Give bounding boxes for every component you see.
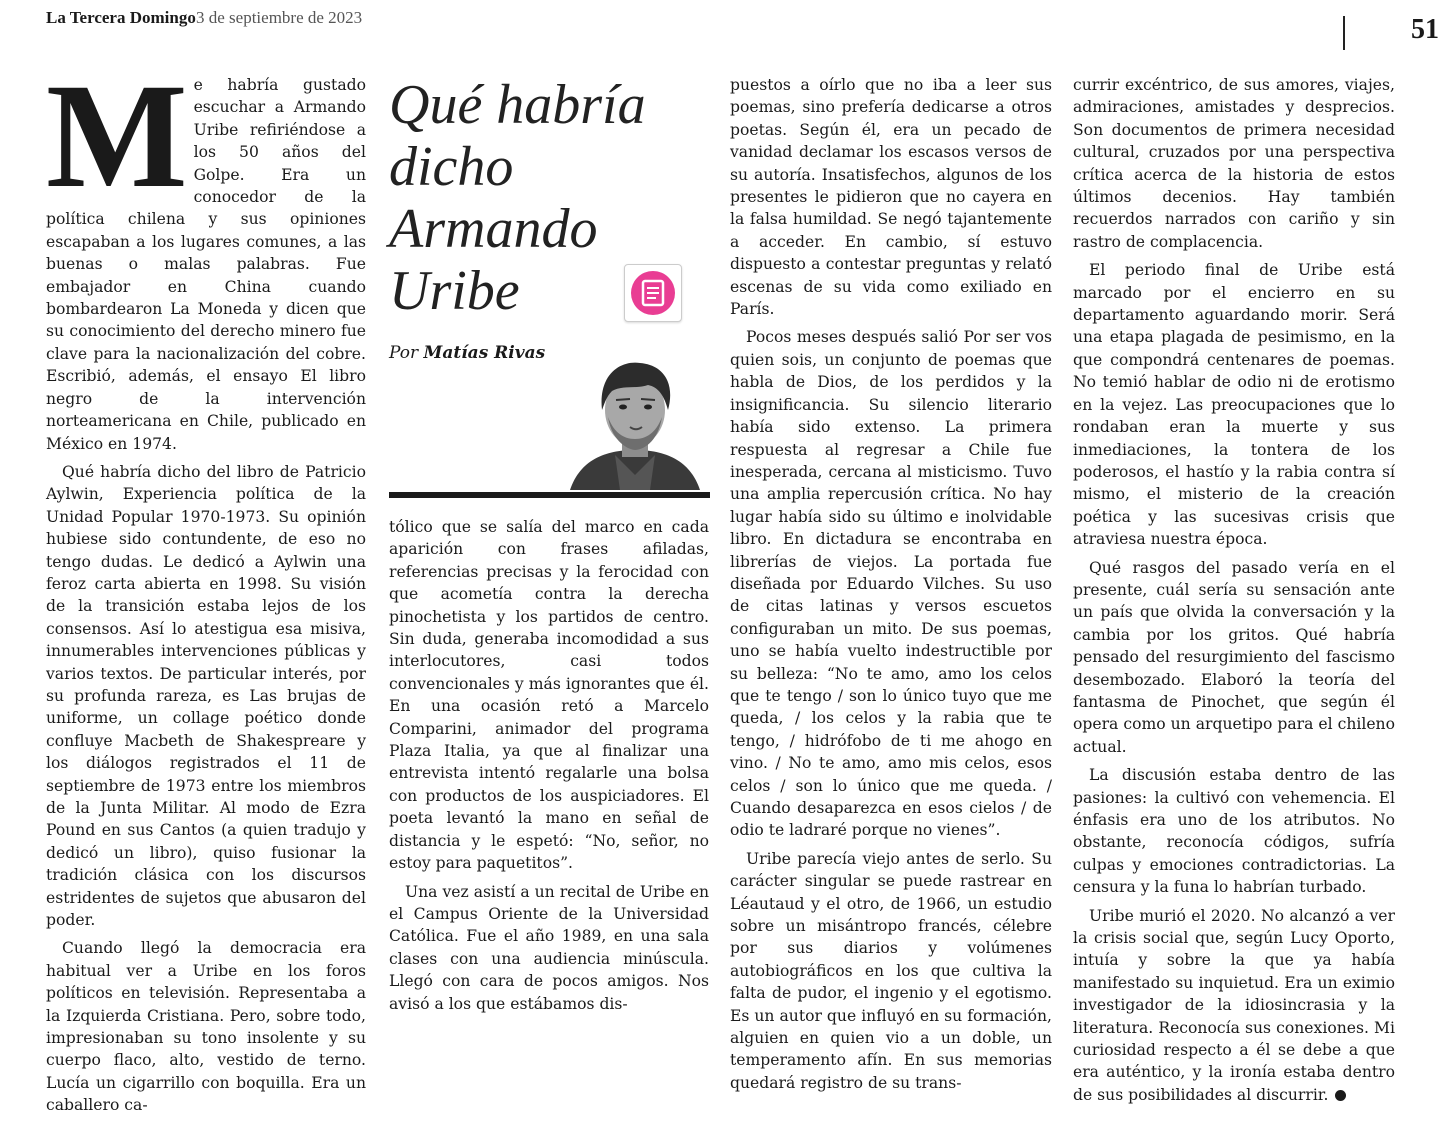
article-paragraph: Uribe parecía viejo antes de serlo. Su carácter singular se puede rastrear en Léautaud y el otro, de 1966, un estudio sobre un misántropo francés, célebre por sus diarios y volúmenes autobiográficos en los que cultiva la falta de pudor, el ingenio y el egotismo. Es un autor que influyó en su formación, alguien en quien vio a un doble, un temperamento afín. En sus memorias quedará registro de su trans-	[730, 849, 1052, 1092]
photo-base-rule	[389, 492, 710, 498]
article-column-4	[1073, 74, 1395, 1112]
issue-date: 3 de septiembre de 2023	[196, 8, 363, 27]
article-paragraph: tólico que se salía del marco en cada aparición con frases afiladas, referencias precisas y la ferocidad con que acometía contra la derecha pinochetista y los partidos de centro. Sin duda, generaba incomodidad a sus interlocutores, casi todos convencionales y más ignorantes que él. En una ocasión retó a Marcelo Comparini, animador del programa Plaza Italia, ya que al finalizar una entrevista intentó regalarle una bolsa con productos de los auspiciadores. El poeta levantó la mano en señal de distancia y le espetó: “No, señor, no estoy para paquetitos”.	[389, 518, 709, 873]
byline-author: Matías Rivas	[423, 343, 546, 363]
article-paragraph: puestos a oírlo que no iba a leer sus poemas, sino prefería dedicarse a otros poetas. Según él, era un pecado de vanidad declamar los escasos versos de su autoría. Insatisfechos, algunos de los presentes le pidieron que no cayera en la falsa humildad. Se negó tajantemente a acceder. En cambio, sí estuvo dispuesto a contestar preguntas y relató escenas de su vida como exiliado en París.	[730, 76, 1052, 319]
title-line: Armando	[389, 198, 598, 260]
page-number: 51	[1411, 14, 1439, 45]
title-line: Qué habría	[389, 74, 646, 136]
article-column-2	[389, 516, 709, 1021]
header-divider	[1343, 16, 1345, 50]
article-paragraph: Cuando llegó la democracia era habitual ver a Uribe en los foros políticos en televisión. Representaba a la Izquierda Cristiana. Pero, sobre todo, impresionaban su tono insolente y su cuerpo flaco, alto, vestido de terno. Lucía un cigarrillo con boquilla. Era un caballero ca-	[46, 939, 366, 1115]
article-paragraph: La discusión estaba dentro de las pasiones: la cultivó con vehemencia. El énfasis era uno de los atributos. No obstante, reconocía códigos, sufría culpas y emociones contradictorias. La censura y la funa lo habrían turbado.	[1073, 766, 1395, 897]
document-reader-icon[interactable]	[624, 264, 682, 322]
article-column-3	[730, 74, 1052, 1100]
newspaper-name: La Tercera Domingo	[46, 8, 196, 27]
article-paragraph: Me habría gustado escuchar a Armando Uribe refiriéndose a los 50 años del Golpe. Era un conocedor de la política chilena y sus opiniones escapaban a los lugares comunes, a las buenas o malas palabras. Fue embajador en China cuando bombardearon La Moneda y dicen que su conocimiento del derecho minero fue clave para la nacionalización del cobre. Escribió, además, el ensayo El libro negro de la intervención norteamericana en Chile, publicado en México en 1974.	[46, 53, 366, 453]
article-paragraph: Uribe murió el 2020. No alcanzó a ver la crisis social que, según Lucy Oporto, intuía y sobre la que ya había manifestado su inquietud. Era un eximio investigador de la idiosincrasia y la literatura. Reconocía sus conexiones. Mi curiosidad respecto a él se debe a que era auténtico, y la ironía estaba dentro de sus posibilidades al discurrir.	[1073, 906, 1395, 1104]
title-line: Uribe	[389, 260, 520, 322]
article-paragraph: Pocos meses después salió Por ser vos quien sois, un conjunto de poemas que habla de Dios, de los perdidos y la insignificancia. Su silencio literario había sido extenso. La primera respuesta al regresar a Chile fue inesperada, cercana al misticismo. Tuvo una amplia repercusión crítica. No hay lugar había sido su último e inolvidable libro. En dictadura se encontraba en librerías de viejos. La portada fue diseñada por Eduardo Vilches. Su uso de citas latinas y versos escuetos configuraban un mito. De sus poemas, uno se había vuelto indestructible por su belleza: “No te amo, amo los celos que te tengo / son lo único tuyo que me queda, / los celos y la rabia que te tengo, / hidrófobo de ti me ahogo en vino. / No te amo, amo mis celos, esos celos / son lo único que me queda. / Cuando desaparezca en esos cielos / de odio te ladraré porque no vienes”.	[730, 328, 1052, 840]
dropcap: M	[46, 53, 188, 219]
title-line: dicho	[389, 136, 514, 198]
end-of-article-icon	[1335, 1090, 1346, 1101]
author-photo	[560, 355, 710, 490]
document-reader-icon-circle	[631, 271, 675, 315]
byline-prefix: Por	[389, 343, 419, 363]
article-paragraph: Qué habría dicho del libro de Patricio Aylwin, Experiencia política de la Unidad Popular 1970-1973. Su opinión hubiese sido contundente, de eso no tengo dudas. Le dedicó a Aylwin una feroz carta abierta en 1998. Su visión de la transición estaba lejos de los consensos. Así lo atestigua esa misiva, innumerables intervenciones públicas y varios textos. De particular interés, por su profunda rareza, es Las brujas de uniforme, un collage poético donde confluye Macbeth de Shakespreare y los diálogos registrados el 11 de septiembre de 1973 entre los miembros de la Junta Militar. Al modo de Ezra Pound en sus Cantos (a quien tradujo y dedicó un libro), quiso fusionar la tradición clásica con los discursos estridentes de sujetos que abusaron del poder.	[46, 462, 366, 930]
article-paragraph: El periodo final de Uribe está marcado por el encierro en su departamento aguardando morir. Será una etapa plagada de pesimismo, en la que compondrá centenares de poemas. No temió hablar de odio ni de erotismo en la vejez. Las preocupaciones que lo rondaban eran la muerte y sus inmediaciones, la tontera de los poderosos, el hastío y la rabia contra sí mismo, el misterio de la creación poética y las sucesivas crisis que atraviesa nuestra época.	[1073, 261, 1395, 549]
document-lines-icon	[631, 271, 675, 315]
page-header	[46, 8, 1439, 45]
article-paragraph: currir excéntrico, de sus amores, viajes, admiraciones, amistades y desprecios. Son documentos de primera necesidad cultural, cruzados por una perspectiva crítica acerca de la historia de estos últimos decenios. Hay también recuerdos narrados con cariño y sin rastro de complacencia.	[1073, 76, 1395, 251]
byline	[389, 343, 545, 363]
article-paragraph: Una vez asistí a un recital de Uribe en el Campus Oriente de la Universidad Católica. Fue el año 1989, en una sala clases con una audiencia minúscula. Llegó con cara de pocos amigos. Nos avisó a los que estábamos dis-	[389, 882, 709, 1013]
article-column-1	[46, 53, 366, 1123]
article-paragraph: Qué rasgos del pasado vería en el presente, cuál sería su sensación ante un país que olvida la conversación y la cambia por los gritos. Qué habría pensado del resurgimiento del fascismo desembozado. Elaboró la teoría del fantasma de Pinochet, que según él opera como un arquetipo para el chileno actual.	[1073, 558, 1395, 756]
